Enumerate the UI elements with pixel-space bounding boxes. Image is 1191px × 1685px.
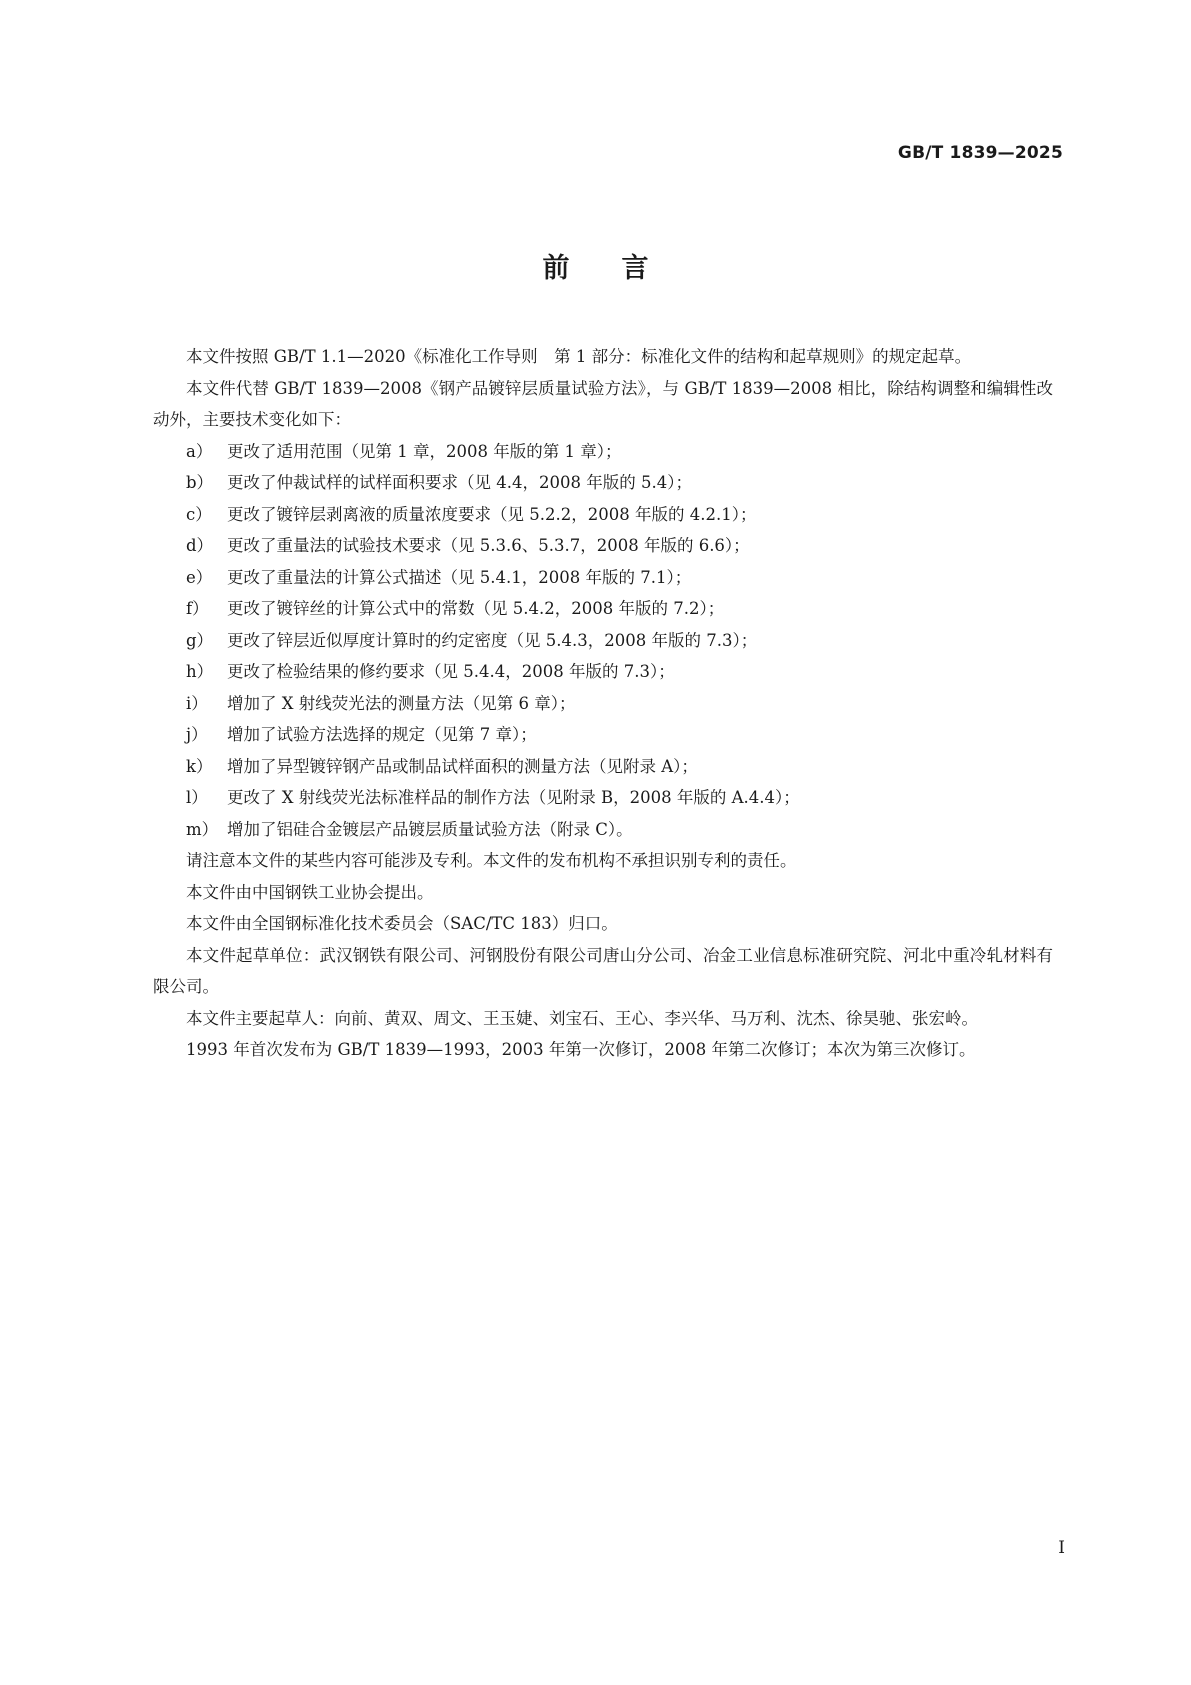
list-item-marker: e） xyxy=(186,567,213,587)
list-item xyxy=(153,530,1053,562)
paragraph-technical-committee: 本文件由全国钢标准化技术委员会（SAC/TC 183）归口。 xyxy=(186,914,618,933)
list-item-text: 更改了锌层近似厚度计算时的约定密度（见 5.4.3，2008 年版的 7.3）； xyxy=(227,630,758,650)
list-item-text: 增加了 X 射线荧光法的测量方法（见第 6 章）； xyxy=(227,693,576,713)
list-item-text: 增加了试验方法选择的规定（见第 7 章）； xyxy=(227,725,537,744)
list-item-marker: k） xyxy=(186,756,213,776)
paragraph-drafting-units: 本文件起草单位：武汉钢铁有限公司、河钢股份有限公司唐山分公司、冶金工业信息标准研究院、河北中重冷轧材料有限公司。 xyxy=(153,945,1053,996)
list-item-marker: c） xyxy=(186,504,212,524)
paragraph-revision-history: 1993 年首次发布为 GB/T 1839—1993，2003 年第一次修订，2008 年第二次修订；本次为第三次修订。 xyxy=(186,1040,976,1059)
list-item xyxy=(153,593,1053,625)
list-item-text: 更改了检验结果的修约要求（见 5.4.4，2008 年版的 7.3）； xyxy=(227,662,675,681)
list-item-marker: m） xyxy=(186,819,219,839)
list-item-text: 更改了镀锌丝的计算公式中的常数（见 5.4.2，2008 年版的 7.2）； xyxy=(227,599,725,618)
list-item-marker: j） xyxy=(186,725,208,744)
standard-code: GB/T 1839—2025 xyxy=(897,143,1063,163)
list-item xyxy=(153,688,1053,720)
list-item-text: 增加了异型镀锌钢产品或制品试样面积的测量方法（见附录 A）； xyxy=(227,756,698,776)
list-item-marker: d） xyxy=(186,536,214,555)
paragraph-drafting-rules: 本文件按照 GB/T 1.1—2020《标准化工作导则 第 1 部分：标准化文件的结构和起草规则》的规定起草。 xyxy=(186,347,972,366)
list-item-marker: f） xyxy=(186,599,209,618)
list-item-marker: l） xyxy=(186,788,208,807)
technical-changes-list xyxy=(153,436,1053,846)
list-item xyxy=(153,436,1053,468)
paragraph-patent-notice: 请注意本文件的某些内容可能涉及专利。本文件的发布机构不承担识别专利的责任。 xyxy=(186,851,797,870)
list-item-text: 更改了适用范围（见第 1 章，2008 年版的第 1 章）； xyxy=(227,441,622,461)
list-item xyxy=(153,814,1053,846)
paragraph-replacement-statement: 本文件代替 GB/T 1839—2008《钢产品镀锌层质量试验方法》，与 GB/T 1839—2008 相比，除结构调整和编辑性改动外，主要技术变化如下： xyxy=(153,378,1053,429)
list-item xyxy=(153,562,1053,594)
list-item-text: 更改了仲裁试样的试样面积要求（见 4.4，2008 年版的 5.4）； xyxy=(227,473,692,492)
list-item xyxy=(153,751,1053,783)
list-item-marker: a） xyxy=(186,441,213,461)
list-item xyxy=(153,656,1053,688)
foreword-title: 前言 xyxy=(542,253,701,284)
list-item xyxy=(153,719,1053,751)
foreword-body xyxy=(153,341,1053,1066)
paragraph-drafters: 本文件主要起草人：向前、黄双、周文、王玉婕、刘宝石、王心、李兴华、马万利、沈杰、徐昊驰、张宏岭。 xyxy=(186,1008,978,1028)
list-item xyxy=(153,467,1053,499)
page-number: I xyxy=(1058,1538,1065,1558)
list-item-marker: g） xyxy=(186,630,214,650)
list-item-marker: h） xyxy=(186,662,214,681)
paragraph-proposer: 本文件由中国钢铁工业协会提出。 xyxy=(186,882,434,902)
list-item-text: 更改了重量法的计算公式描述（见 5.4.1，2008 年版的 7.1）； xyxy=(227,567,692,587)
list-item xyxy=(153,499,1053,531)
list-item xyxy=(153,625,1053,657)
list-item-marker: b） xyxy=(186,473,214,492)
list-item-text: 更改了镀锌层剥离液的质量浓度要求（见 5.2.2，2008 年版的 4.2.1）； xyxy=(227,504,757,524)
list-item-text: 增加了铝硅合金镀层产品镀层质量试验方法（附录 C）。 xyxy=(227,819,633,839)
list-item-text: 更改了重量法的试验技术要求（见 5.3.6、5.3.7，2008 年版的 6.6）； xyxy=(227,536,750,555)
list-item xyxy=(153,782,1053,814)
list-item-text: 更改了 X 射线荧光法标准样品的制作方法（见附录 B，2008 年版的 A.4.4）； xyxy=(227,788,800,807)
list-item-marker: i） xyxy=(186,693,208,713)
